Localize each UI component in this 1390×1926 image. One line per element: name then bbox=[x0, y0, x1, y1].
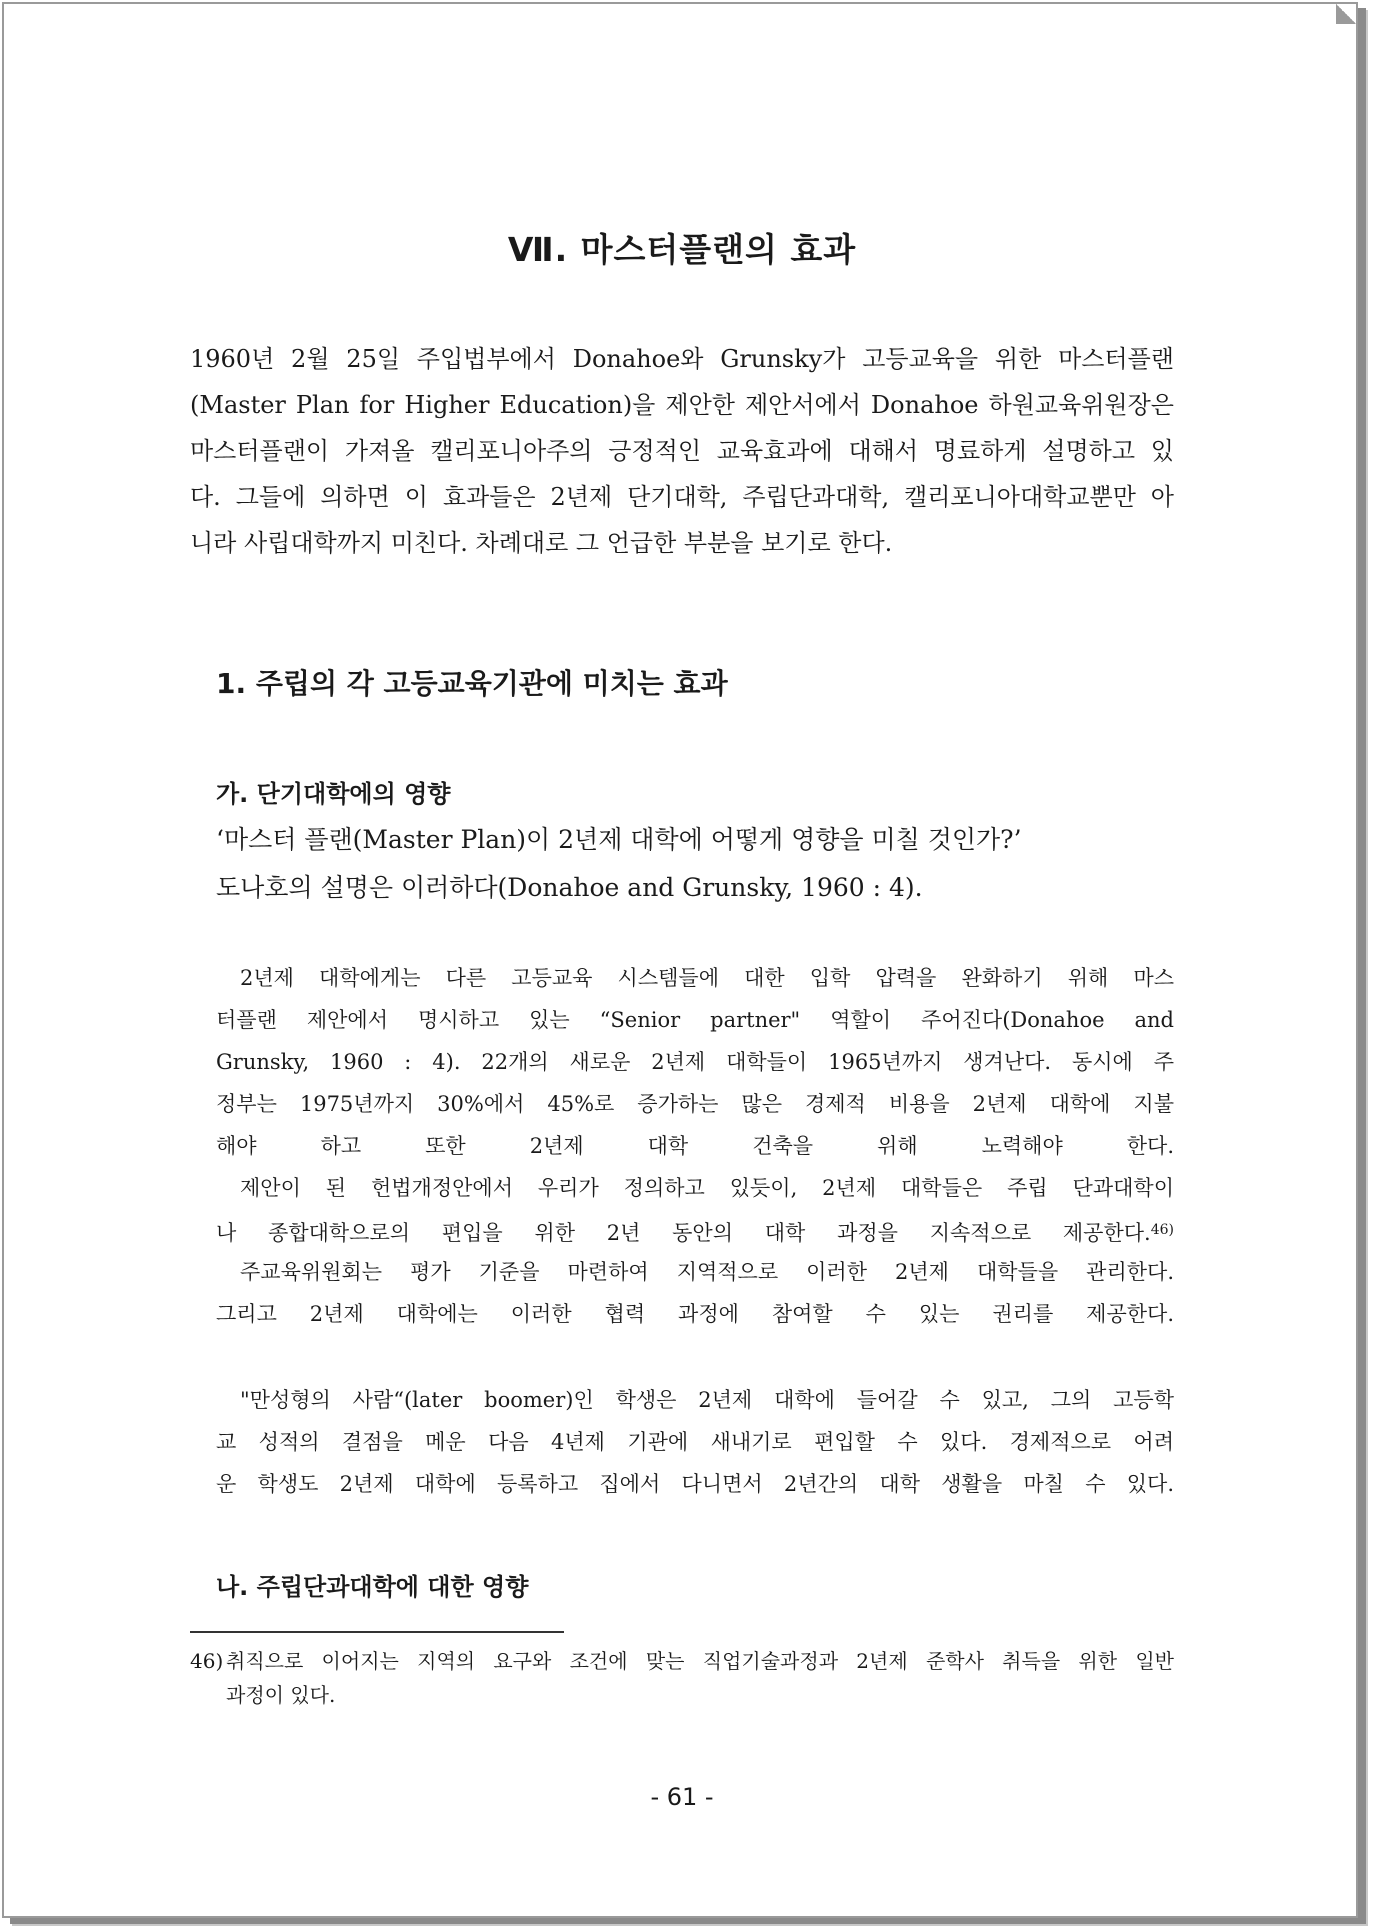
footnote-text: 취직으로 이어지는 지역의 요구와 조건에 맞는 직업기술과정과 2년제 준학사 취득을 위한 일반 bbox=[226, 1649, 1174, 1673]
quote-line: 제안이 된 헌법개정안에서 우리가 정의하고 있듯이, 2년제 대학들은 주립 단과대학이 bbox=[240, 1176, 1174, 1200]
section-heading: 1. 주립의 각 고등교육기관에 미치는 효과 bbox=[216, 667, 728, 700]
subsection-heading-b: 나. 주립단과대학에 대한 영향 bbox=[216, 1573, 529, 1601]
quote-line: 교 성적의 결점을 메운 다음 4년제 기관에 새내기로 편입할 수 있다. 경제적으로 어려 bbox=[216, 1430, 1174, 1454]
document-page bbox=[2, 2, 1358, 1918]
chapter-title: Ⅶ. 마스터플랜의 효과 bbox=[507, 230, 857, 269]
quote-line: 운 학생도 2년제 대학에 등록하고 집에서 다니면서 2년간의 대학 생활을 마칠 수 있다. bbox=[216, 1472, 1174, 1496]
intro-line: 니라 사립대학까지 미친다. 차례대로 그 언급한 부분을 보기로 한다. bbox=[190, 529, 893, 557]
page-fold-corner bbox=[1336, 4, 1356, 24]
subsection-heading-a: 가. 단기대학에의 영향 bbox=[216, 780, 451, 808]
quote-text: 나 종합대학으로의 편입을 위한 2년 동안의 대학 과정을 지속적으로 제공한다. bbox=[216, 1221, 1151, 1245]
footnote-number: 46) bbox=[190, 1649, 224, 1673]
intro-line: (Master Plan for Higher Education)을 제안한 제안서에서 Donahoe 하원교육위원장은 bbox=[190, 391, 1174, 419]
quote-line bbox=[216, 1209, 1174, 1254]
intro-line: 다. 그들에 의하면 이 효과들은 2년제 단기대학, 주립단과대학, 캘리포니아대학교뿐만 아 bbox=[190, 483, 1174, 511]
quote-line: 정부는 1975년까지 30%에서 45%로 증가하는 많은 경제적 비용을 2년제 대학에 지불 bbox=[216, 1092, 1174, 1116]
quote-line: 터플랜 제안에서 명시하고 있는 “Senior partner" 역할이 주어진다(Donahoe and bbox=[216, 1008, 1174, 1032]
quote-line: 2년제 대학에게는 다른 고등교육 시스템들에 대한 입학 압력을 완화하기 위해 마스 bbox=[240, 966, 1174, 990]
quote-line: "만성형의 사람“(later boomer)인 학생은 2년제 대학에 들어갈 수 있고, 그의 고등학 bbox=[240, 1388, 1174, 1412]
quote-line: Grunsky, 1960 : 4). 22개의 새로운 2년제 대학들이 1965년까지 생겨난다. 동시에 주 bbox=[216, 1050, 1174, 1074]
quote-line: 해야 하고 또한 2년제 대학 건축을 위해 노력해야 한다. bbox=[216, 1134, 1174, 1158]
page-number: - 61 - bbox=[650, 1783, 714, 1811]
footnote-line: 과정이 있다. bbox=[226, 1683, 336, 1707]
citation-line: 도나호의 설명은 이러하다(Donahoe and Grunsky, 1960 : 4). bbox=[216, 873, 923, 902]
footnote-reference[interactable]: 46) bbox=[1150, 1222, 1174, 1238]
quote-line: 주교육위원회는 평가 기준을 마련하여 지역적으로 이러한 2년제 대학들을 관리한다. bbox=[240, 1260, 1174, 1284]
footnote bbox=[190, 1644, 1174, 1712]
intro-line: 마스터플랜이 가져올 캘리포니아주의 긍정적인 교육효과에 대해서 명료하게 설명하고 있 bbox=[190, 437, 1174, 465]
quote-line: 그리고 2년제 대학에는 이러한 협력 과정에 참여할 수 있는 권리를 제공한다. bbox=[216, 1302, 1174, 1326]
footnote-line bbox=[190, 1644, 1174, 1678]
intro-line: 1960년 2월 25일 주입법부에서 Donahoe와 Grunsky가 고등교육을 위한 마스터플랜 bbox=[190, 345, 1174, 373]
question-line: ‘마스터 플랜(Master Plan)이 2년제 대학에 어떻게 영향을 미칠 것인가?’ bbox=[216, 825, 1022, 854]
footnote-divider bbox=[190, 1631, 564, 1633]
